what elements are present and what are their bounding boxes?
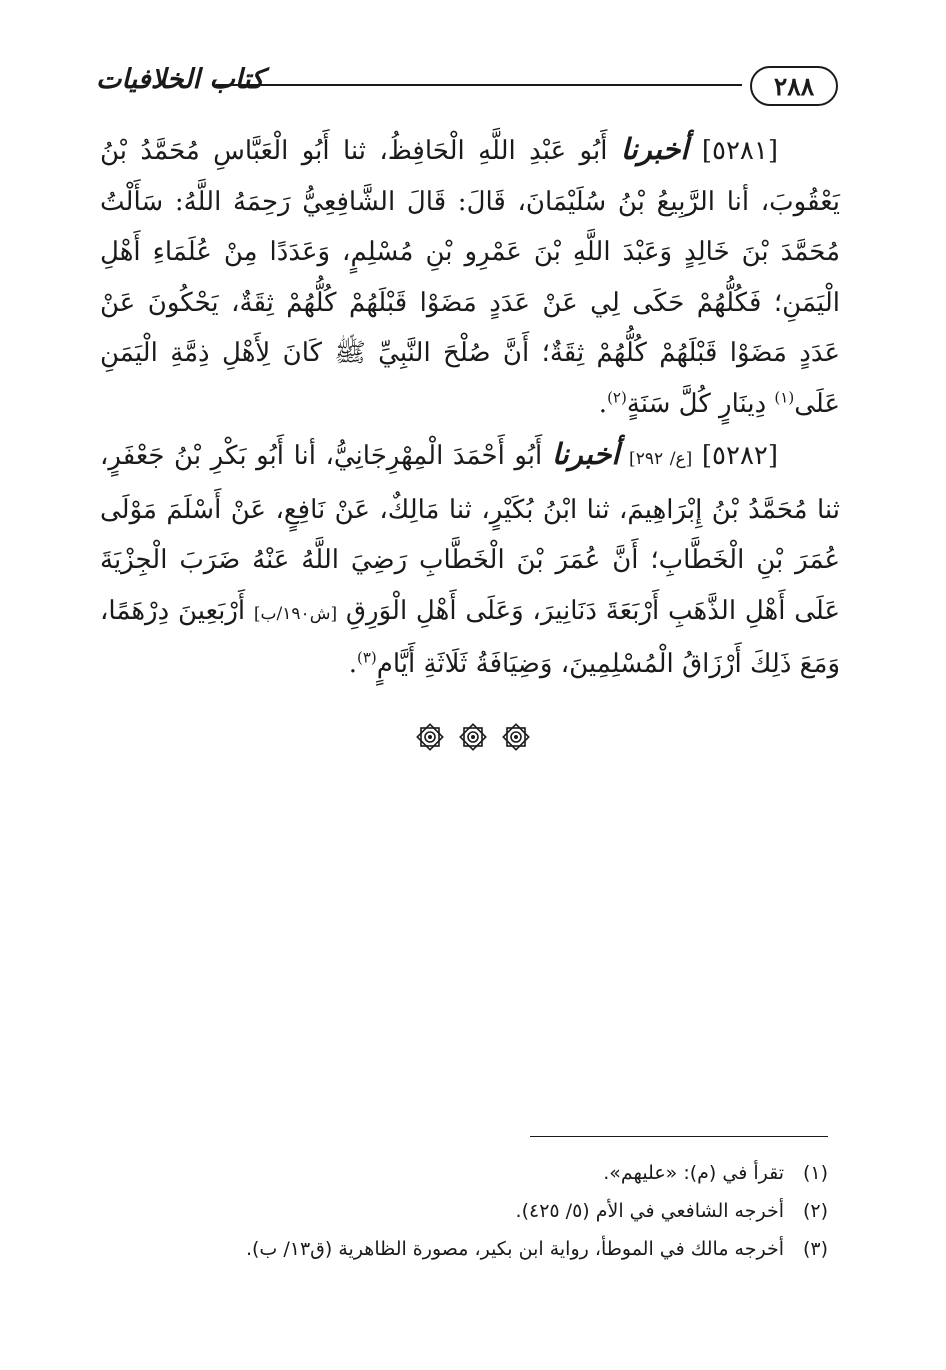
footnote-text: أخرجه مالك في الموطأ، رواية ابن بكير، مصورة الظاهرية (ق١٣/ ب). — [245, 1238, 784, 1260]
manuscript-siglum: [ش١٩٠/ب] — [253, 603, 338, 624]
header-rule — [216, 84, 742, 86]
main-text — [100, 124, 840, 690]
manuscript-siglum: [ع/ ٢٩٢] — [629, 449, 693, 469]
footnote-ref: (٢) — [607, 387, 627, 406]
hadith-text: أَبُو عَبْدِ اللَّهِ الْحَافِظُ، ثنا أَبُو الْعَبَّاسِ مُحَمَّدُ بْنُ يَعْقُوبَ، أنا الرَّبِيعُ بْنُ سُلَيْمَانَ، قَالَ: قَالَ الشَّافِعِيُّ رَحِمَهُ اللَّهُ: سَأَلْتُ مُحَمَّدَ بْنَ خَالِدٍ وَعَبْدَ اللَّهِ بْنَ عَمْرِو بْنِ مُسْلِمٍ، وَعَدَدًا مِنْ عُلَمَاءِ أَهْلِ الْيَمَنِ؛ فَكُلُّهُمْ حَكَى لِي عَنْ عَدَدٍ مَضَوْا قَبْلَهُمْ كُلُّهُمْ ثِقَةٌ، يَحْكُونَ عَنْ عَدَدٍ مَضَوْا قَبْلَهُمْ كُلُّهُمْ ثِقَةٌ؛ أَنَّ صُلْحَ النَّبِيِّ ﷺ كَانَ لِأَهْلِ ذِمَّةِ الْيَمَنِ عَلَى — [100, 136, 840, 419]
section-ornament — [0, 722, 946, 752]
hadith-number: [٥٢٨١] — [701, 136, 778, 166]
footnote — [100, 1154, 828, 1192]
footnote — [100, 1230, 828, 1268]
footnote-number: (٣) — [802, 1238, 828, 1260]
sentence-end: . — [348, 649, 357, 679]
footnote-number: (٢) — [802, 1200, 828, 1222]
hadith-paragraph — [100, 429, 840, 690]
footnote-ref: (٣) — [356, 648, 377, 667]
lead-word: أخبرنا — [551, 437, 620, 471]
running-title: كتاب الخلافيات — [96, 64, 265, 95]
page-number-badge — [750, 66, 838, 106]
lead-word: أخبرنا — [620, 132, 689, 166]
hadith-text-cont: دِينَارٍ كُلَّ سَنَةٍ — [626, 388, 775, 419]
rosette-icon — [415, 722, 445, 752]
footnotes — [100, 1154, 828, 1268]
footnote-number: (١) — [802, 1162, 828, 1184]
footnote-text: أخرجه الشافعي في الأم (٥/ ٤٢٥). — [515, 1200, 784, 1222]
hadith-number: [٥٢٨٢] — [701, 441, 779, 471]
sentence-end: . — [598, 388, 608, 419]
hadith-text-cont: أَرْبَعِينَ دِرْهَمًا، وَمَعَ ذَلِكَ أَرْزَاقُ الْمُسْلِمِينَ، وَضِيَافَةُ ثَلَاثَةِ أَيَّامٍ — [100, 595, 840, 679]
hadith-text: أَبُو أَحْمَدَ الْمِهْرِجَانِيُّ، أنا أَبُو بَكْرِ بْنُ جَعْفَرٍ، ثنا مُحَمَّدُ بْنُ إِبْرَاهِيمَ، ثنا ابْنُ بُكَيْرٍ، ثنا مَالِكٌ، عَنْ نَافِعٍ، عَنْ أَسْلَمَ مَوْلَى عُمَرَ بْنِ الْخَطَّابِ؛ أَنَّ عُمَرَ بْنَ الْخَطَّابِ رَضِيَ اللَّهُ عَنْهُ ضَرَبَ الْجِزْيَةَ عَلَى أَهْلِ الذَّهَبِ أَرْبَعَةَ دَنَانِيرَ، وَعَلَى أَهْلِ الْوَرِقِ — [100, 441, 840, 626]
rosette-icon — [458, 722, 488, 752]
rosette-icon — [501, 722, 531, 752]
footnote — [100, 1192, 828, 1230]
hadith-paragraph — [100, 124, 840, 429]
footnote-text: تقرأ في (م): «عليهم». — [603, 1162, 784, 1184]
page-header — [96, 60, 838, 110]
footnote-ref: (١) — [774, 387, 795, 406]
page-number: ٢٨٨ — [773, 71, 815, 101]
footnote-separator — [530, 1136, 828, 1137]
